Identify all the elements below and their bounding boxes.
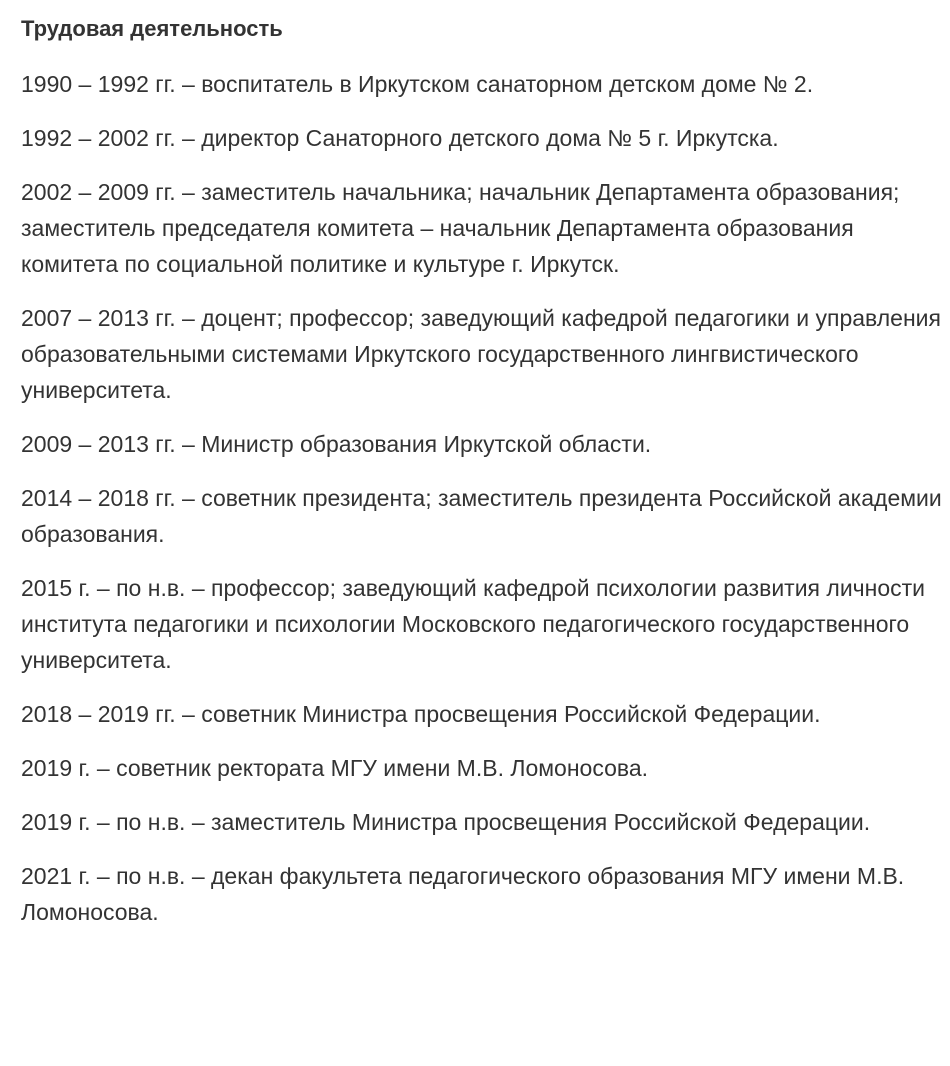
work-history-entry: 2014 – 2018 гг. – советник президента; заместитель президента Российской академии образования.	[21, 485, 942, 547]
work-history-entry: 2002 – 2009 гг. – заместитель начальника; начальник Департамента образования; заместитель председателя комитета – начальник Департамента образования комитета по социальной политике и культуре г. Иркутск.	[21, 179, 900, 277]
work-history-entry: 2007 – 2013 гг. – доцент; профессор; заведующий кафедрой педагогики и управления образовательными системами Иркутского государственного лингвистического университета.	[21, 305, 941, 403]
work-history-entry: 2018 – 2019 гг. – советник Министра просвещения Российской Федерации.	[21, 701, 821, 727]
work-history-entry: 2009 – 2013 гг. – Министр образования Иркутской области.	[21, 431, 652, 457]
work-history-entry: 1992 – 2002 гг. – директор Санаторного детского дома № 5 г. Иркутска.	[21, 125, 779, 151]
work-history-entry: 2019 г. – советник ректората МГУ имени М.В. Ломоносова.	[21, 755, 649, 781]
work-history-section	[21, 14, 946, 948]
work-history-entry: 2021 г. – по н.в. – декан факультета педагогического образования МГУ имени М.В. Ломоносова.	[21, 863, 905, 925]
work-history-entry: 2019 г. – по н.в. – заместитель Министра просвещения Российской Федерации.	[21, 809, 871, 835]
section-title: Трудовая деятельность	[21, 16, 283, 41]
work-history-entry: 1990 – 1992 гг. – воспитатель в Иркутском санаторном детском доме № 2.	[21, 71, 814, 97]
work-history-list	[21, 66, 946, 930]
work-history-entry: 2015 г. – по н.в. – профессор; заведующий кафедрой психологии развития личности института педагогики и психологии Московского педагогического государственного университета.	[21, 575, 926, 673]
